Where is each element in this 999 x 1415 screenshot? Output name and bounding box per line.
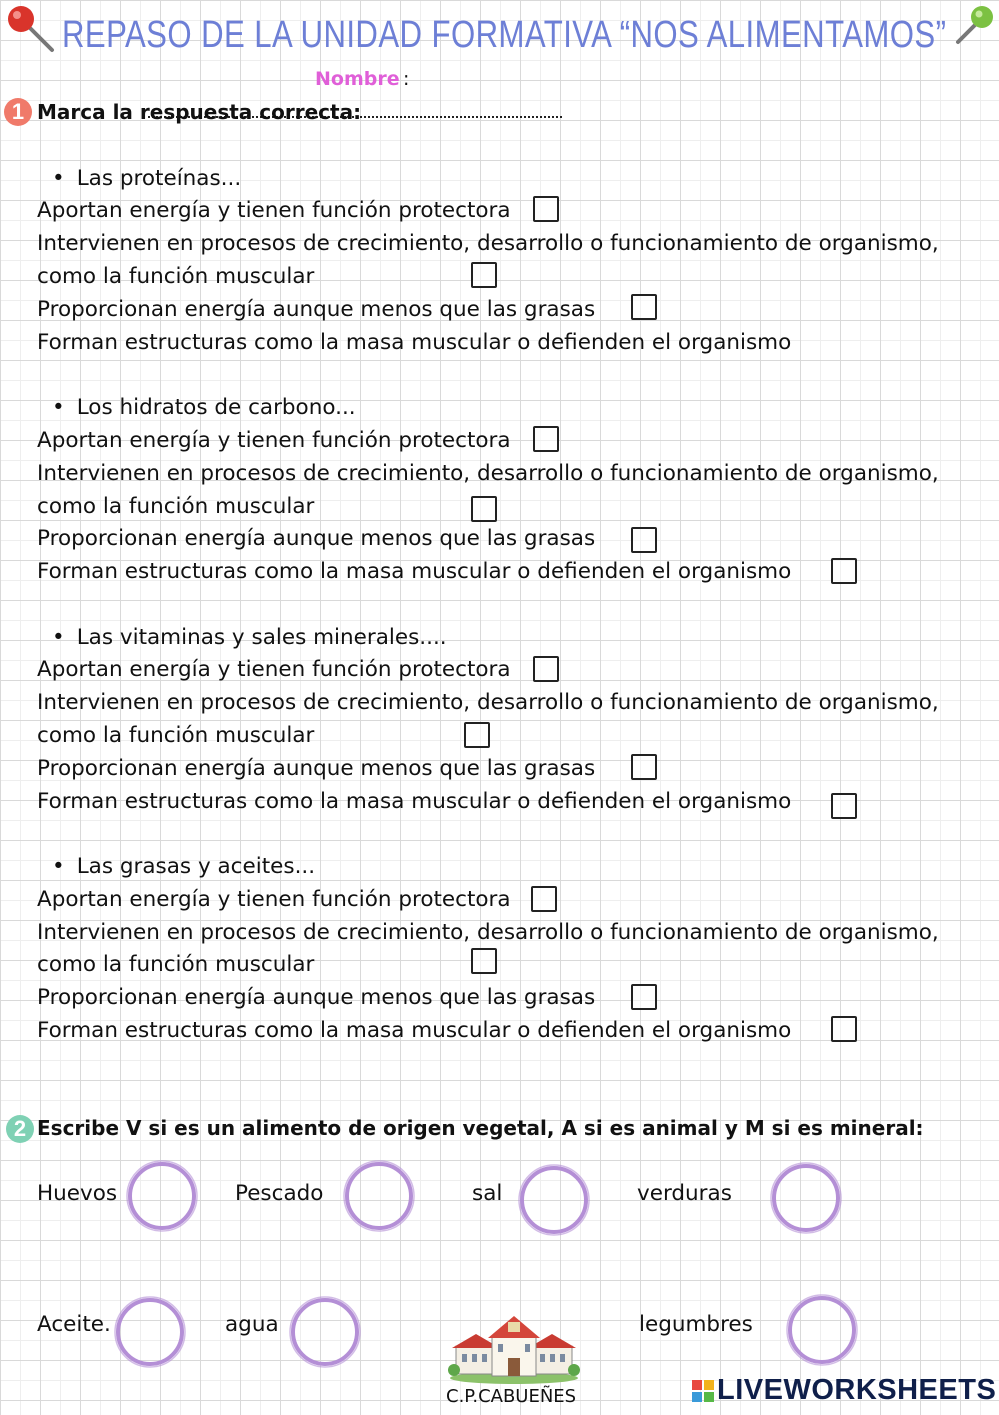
g1-option-1-checkbox[interactable] [533,196,559,222]
group-3-title: • Las vitaminas y sales minerales.... [52,625,447,650]
school-name: C.P.CABUEÑES [446,1386,577,1407]
g3-option-2b: como la función muscular [37,723,315,748]
school-building-icon [448,1312,580,1384]
section-2-heading: Escribe V si es un alimento de origen vegetal, A si es animal y M si es mineral: [37,1116,924,1140]
g2-option-1-checkbox[interactable] [533,426,559,452]
g1-option-2b: como la función muscular [37,264,315,289]
g4-option-2: Intervienen en procesos de crecimiento, desarrollo o funcionamiento de organismo, [37,920,939,945]
g3-option-3: Proporcionan energía aunque menos que las grasas [37,756,596,781]
g3-option-2-checkbox[interactable] [464,722,490,748]
g1-option-2-checkbox[interactable] [471,262,497,288]
food-huevos: Huevos [37,1181,118,1206]
answer-circle-agua[interactable] [287,1294,363,1370]
answer-circle-legumbres[interactable] [784,1292,860,1368]
answer-circle-verduras[interactable] [768,1160,844,1236]
g4-option-3: Proporcionan energía aunque menos que las grasas [37,985,596,1010]
g4-option-2b: como la función muscular [37,952,315,977]
food-sal: sal [472,1181,503,1206]
g2-option-4: Forman estructuras como la masa muscular o defienden el organismo [37,559,792,584]
g3-option-4: Forman estructuras como la masa muscular o defienden el organismo [37,789,792,814]
nombre-colon: : [403,68,410,90]
g1-option-4: Forman estructuras como la masa muscular o defienden el organismo [37,330,792,355]
g2-option-4-checkbox[interactable] [831,558,857,584]
g3-option-3-checkbox[interactable] [631,754,657,780]
page-title: REPASO DE LA UNIDAD FORMATIVA “NOS ALIMENTAMOS” [62,14,947,56]
g2-option-3: Proporcionan energía aunque menos que las grasas [37,526,596,551]
answer-circle-sal[interactable] [516,1162,592,1238]
g3-option-1: Aportan energía y tienen función protectora [37,657,511,682]
answer-circle-aceite[interactable] [112,1294,188,1370]
food-verduras: verduras [637,1181,732,1206]
food-legumbres: legumbres [639,1312,753,1337]
answer-circle-pescado[interactable] [341,1158,417,1234]
answer-circle-huevos[interactable] [124,1158,200,1234]
group-2-title: • Los hidratos de carbono... [52,395,356,420]
g1-option-3: Proporcionan energía aunque menos que las grasas [37,297,596,322]
g2-option-1: Aportan energía y tienen función protectora [37,428,511,453]
liveworksheets-grid-icon [691,1379,715,1403]
g1-option-3-checkbox[interactable] [631,294,657,320]
g2-option-3-checkbox[interactable] [631,527,657,553]
pushpin-green-icon [952,4,996,48]
liveworksheets-logo [691,1374,996,1407]
g1-option-2: Intervienen en procesos de crecimiento, desarrollo o funcionamiento de organismo, [37,231,939,256]
g4-option-4: Forman estructuras como la masa muscular o defienden el organismo [37,1018,792,1043]
group-4-title: • Las grasas y aceites... [52,854,315,879]
g2-option-2b: como la función muscular [37,494,315,519]
g2-option-2: Intervienen en procesos de crecimiento, desarrollo o funcionamiento de organismo, [37,461,939,486]
section-1-badge: 1 [4,98,32,126]
g4-option-4-checkbox[interactable] [831,1016,857,1042]
group-1-title: • Las proteínas... [52,166,241,191]
section-2-badge: 2 [6,1115,34,1143]
pushpin-red-icon [6,4,58,56]
food-aceite: Aceite. [37,1312,111,1337]
g4-option-1: Aportan energía y tienen función protectora [37,887,511,912]
g4-option-3-checkbox[interactable] [631,984,657,1010]
g3-option-1-checkbox[interactable] [533,656,559,682]
section-1-heading: Marca la respuesta correcta: [37,100,362,124]
g4-option-1-checkbox[interactable] [531,886,557,912]
g3-option-4-checkbox[interactable] [831,793,857,819]
g1-option-1: Aportan energía y tienen función protectora [37,198,511,223]
nombre-label: Nombre [315,68,400,90]
food-pescado: Pescado [235,1181,324,1206]
liveworksheets-text: LIVEWORKSHEETS [717,1374,997,1406]
g4-option-2-checkbox[interactable] [471,948,497,974]
g3-option-2: Intervienen en procesos de crecimiento, desarrollo o funcionamiento de organismo, [37,690,939,715]
g2-option-2-checkbox[interactable] [471,496,497,522]
food-agua: agua [225,1312,279,1337]
